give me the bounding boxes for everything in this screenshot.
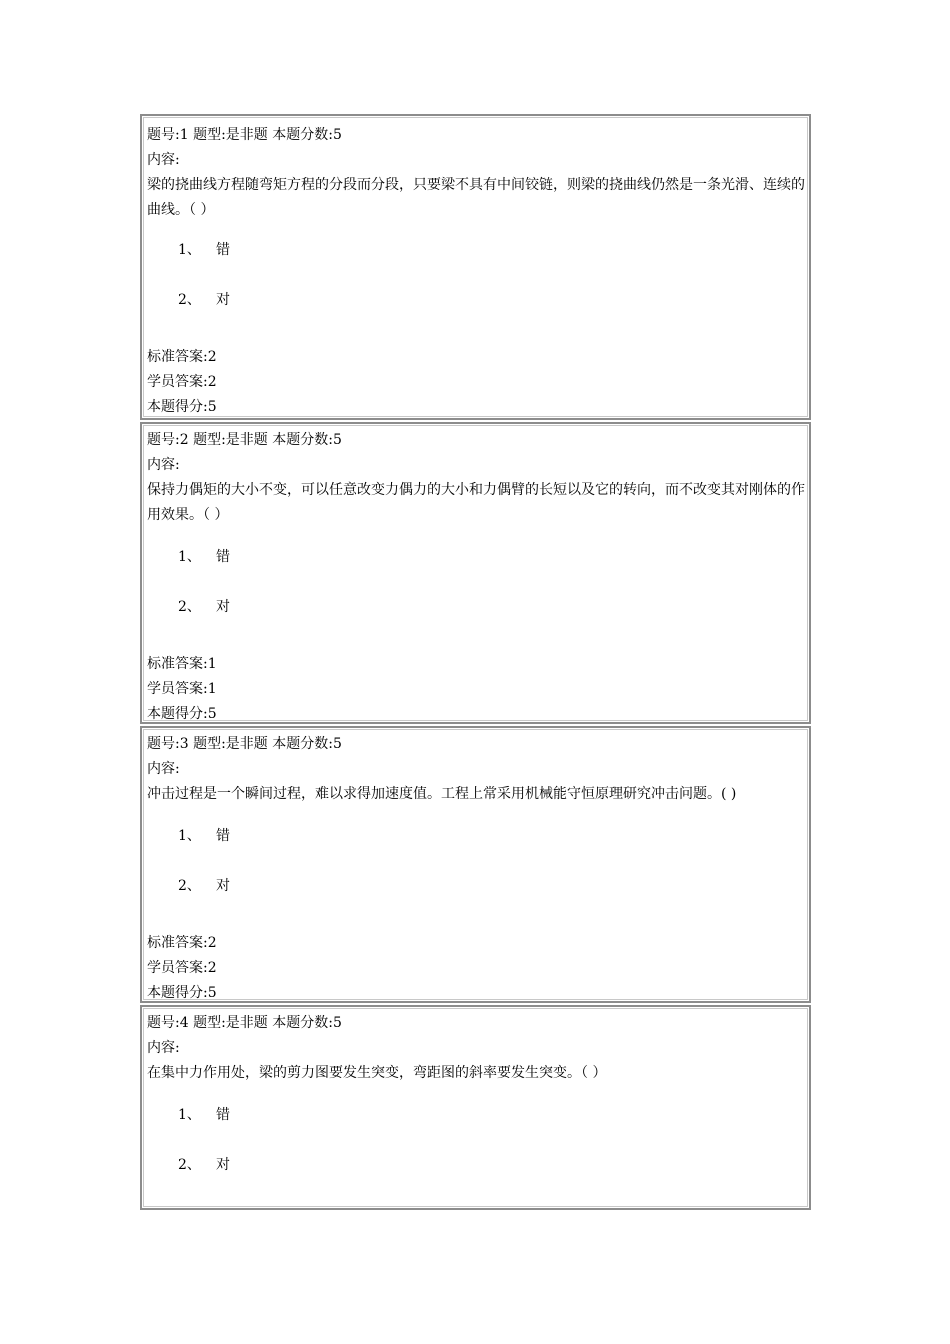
option-number: 2、 xyxy=(178,878,201,894)
question-score: 本题得分:5 xyxy=(147,399,217,415)
content-label: 内容: xyxy=(147,761,180,777)
question-content: 梁的挠曲线方程随弯矩方程的分段而分段，只要梁不具有中间铰链，则梁的挠曲线仍然是一条光滑、连续的曲线。（ ） xyxy=(147,177,805,218)
standard-answer: 标准答案:2 xyxy=(147,349,217,365)
student-answer: 学员答案:2 xyxy=(147,374,217,390)
option-text: 对 xyxy=(216,878,230,894)
question-content: 保持力偶矩的大小不变，可以任意改变力偶力的大小和力偶臂的长短以及它的转向，而不改变其对刚体的作用效果。（ ） xyxy=(147,482,805,523)
standard-answer: 标准答案:2 xyxy=(147,935,217,951)
question-block-1 xyxy=(140,114,811,420)
option-number: 1、 xyxy=(178,242,201,258)
question-content: 在集中力作用处，梁的剪力图要发生突变，弯距图的斜率要发生突变。（ ） xyxy=(147,1065,607,1081)
option-text: 对 xyxy=(216,599,230,615)
question-content: 冲击过程是一个瞬间过程，难以求得加速度值。工程上常采用机械能守恒原理研究冲击问题。( ) xyxy=(147,786,737,802)
question-header: 题号:4 题型:是非题 本题分数:5 xyxy=(147,1015,342,1031)
question-block-3 xyxy=(140,726,811,1003)
question-header: 题号:3 题型:是非题 本题分数:5 xyxy=(147,736,342,752)
option-number: 1、 xyxy=(178,828,201,844)
option-text: 错 xyxy=(216,828,230,844)
question-block-2 xyxy=(140,422,811,724)
content-label: 内容: xyxy=(147,457,180,473)
question-score: 本题得分:5 xyxy=(147,985,217,1001)
option-text: 对 xyxy=(216,1157,230,1173)
option-text: 错 xyxy=(216,242,230,258)
option-text: 错 xyxy=(216,1107,230,1123)
standard-answer: 标准答案:1 xyxy=(147,656,217,672)
option-1[interactable] xyxy=(178,545,230,570)
option-text: 错 xyxy=(216,549,230,565)
question-header: 题号:2 题型:是非题 本题分数:5 xyxy=(147,432,342,448)
content-label: 内容: xyxy=(147,1040,180,1056)
student-answer: 学员答案:1 xyxy=(147,681,217,697)
option-1[interactable] xyxy=(178,1103,230,1128)
content-label: 内容: xyxy=(147,152,180,168)
question-sheet xyxy=(140,114,811,1212)
option-1[interactable] xyxy=(178,238,230,263)
option-2[interactable] xyxy=(178,595,230,620)
option-2[interactable] xyxy=(178,1153,230,1178)
question-block-4 xyxy=(140,1005,811,1210)
option-2[interactable] xyxy=(178,288,230,313)
option-text: 对 xyxy=(216,292,230,308)
student-answer: 学员答案:2 xyxy=(147,960,217,976)
option-number: 1、 xyxy=(178,549,201,565)
option-number: 2、 xyxy=(178,292,201,308)
option-1[interactable] xyxy=(178,824,230,849)
question-header: 题号:1 题型:是非题 本题分数:5 xyxy=(147,127,342,143)
option-number: 2、 xyxy=(178,599,201,615)
question-score: 本题得分:5 xyxy=(147,706,217,722)
option-number: 1、 xyxy=(178,1107,201,1123)
option-number: 2、 xyxy=(178,1157,201,1173)
option-2[interactable] xyxy=(178,874,230,899)
